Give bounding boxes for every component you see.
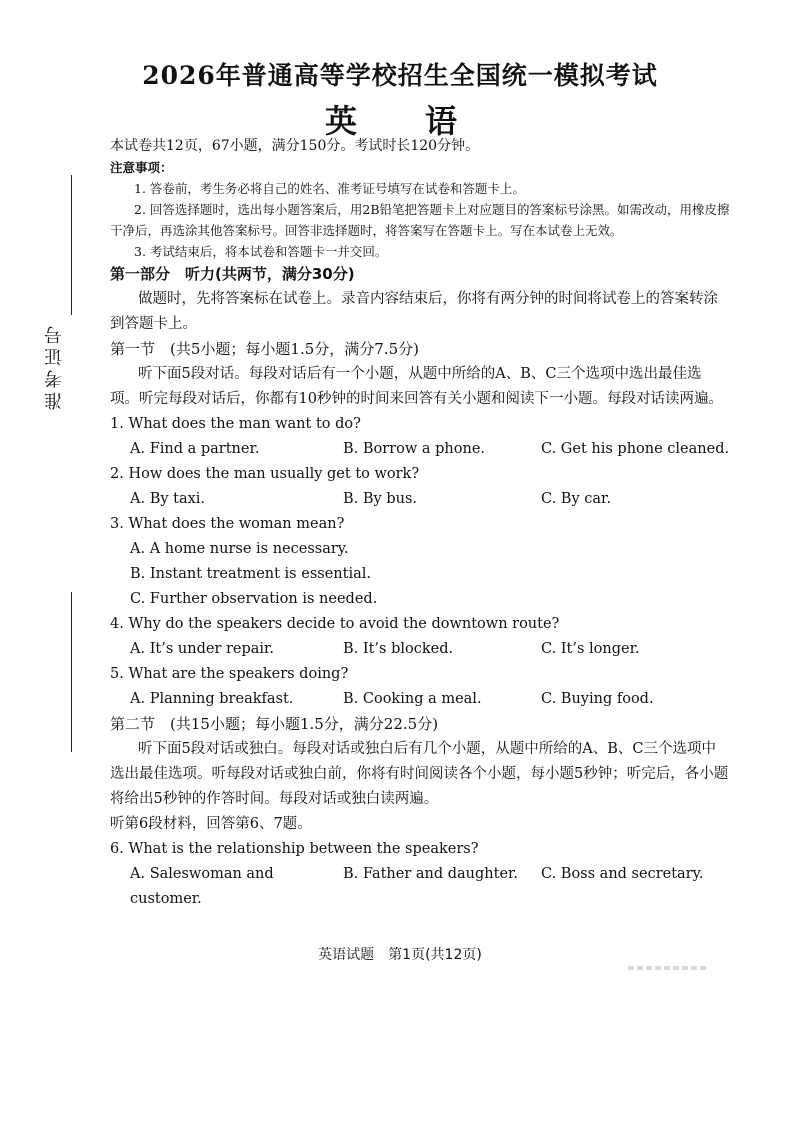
option-row (110, 437, 730, 462)
option-b: B. It’s blocked. (343, 641, 454, 657)
option-b: B. Father and daughter. (343, 866, 518, 882)
question-stem: 2. How does the man usually get to work? (110, 466, 420, 482)
option-row (110, 487, 730, 512)
option-a: A. Planning breakfast. (130, 691, 294, 707)
option-a: A. By taxi. (130, 491, 206, 507)
subject-title: 英 语 (324, 102, 475, 140)
page-footer: 英语试题 第1页(共12页) (318, 947, 482, 963)
notice-item: 1. 答卷前，考生务必将自己的姓名、准考证号填写在试卷和答题卡上。 (134, 181, 525, 196)
binding-line-top (71, 175, 72, 315)
question-2 (110, 462, 730, 512)
option-row (110, 637, 730, 662)
admission-number-label: 准考证号 (44, 322, 65, 410)
notice-heading: 注意事项： (110, 160, 173, 175)
option-a: A. Saleswoman and customer. (130, 866, 274, 907)
option-c: C. By car. (541, 491, 611, 507)
option-c: C. Get his phone cleaned. (541, 441, 730, 457)
section1-title: 第一节 (共5小题；每小题1.5分，满分7.5分) (110, 340, 419, 358)
question-6 (110, 837, 730, 912)
option-c: C. Further observation is needed. (130, 591, 378, 607)
part1-instruction: 做题时，先将答案标在试卷上。录音内容结束后，你将有两分钟的时间将试卷上的答案转涂到答题卡上。 (110, 291, 718, 332)
question-stem: 1. What does the man want to do? (110, 416, 361, 432)
material-instruction: 听第6段材料，回答第6、7题。 (110, 816, 312, 832)
option-a: A. Find a partner. (130, 441, 260, 457)
question-4 (110, 612, 730, 662)
question-stem: 5. What are the speakers doing? (110, 666, 349, 682)
option-b: B. Cooking a meal. (343, 691, 482, 707)
part1-title: 第一部分 听力(共两节，满分30分) (110, 265, 355, 283)
question-stem: 4. Why do the speakers decide to avoid the downtown route? (110, 616, 560, 632)
binding-line-bottom (71, 592, 72, 752)
question-stem: 3. What does the woman mean? (110, 516, 345, 532)
option-row (110, 862, 730, 912)
question-stem: 6. What is the relationship between the speakers? (110, 841, 479, 857)
question-1 (110, 412, 730, 462)
section1-instruction: 听下面5段对话。每段对话后有一个小题，从题中所给的A、B、C三个选项中选出最佳选项。听完每段对话后，你都有10秒钟的时间来回答有关小题和阅读下一小题。每段对话读两遍。 (110, 366, 723, 407)
option-c: C. It’s longer. (541, 641, 640, 657)
section2-title: 第二节 (共15小题；每小题1.5分，满分22.5分) (110, 715, 439, 733)
exam-title: 2026年普通高等学校招生全国统一模拟考试 (142, 61, 658, 90)
option-c: C. Boss and secretary. (541, 866, 704, 882)
intro-text: 本试卷共12页，67小题，满分150分。考试时长120分钟。 (110, 138, 480, 154)
notice-item: 2. 回答选择题时，选出每小题答案后，用2B铅笔把答题卡上对应题目的答案标号涂黑。如需改动，用橡皮擦干净后，再选涂其他答案标号。回答非选择题时，将答案写在答题卡上。写在本试卷上无效。 (110, 202, 730, 238)
notice-item: 3. 考试结束后，将本试卷和答题卡一并交回。 (134, 244, 388, 259)
scan-mark (628, 966, 708, 970)
exam-content (110, 136, 730, 912)
question-3 (110, 512, 730, 612)
option-b: B. By bus. (343, 491, 418, 507)
question-5 (110, 662, 730, 712)
option-row (110, 687, 730, 712)
option-c: C. Buying food. (541, 691, 654, 707)
option-b: B. Instant treatment is essential. (130, 566, 371, 582)
option-a: A. It’s under repair. (130, 641, 275, 657)
option-b: B. Borrow a phone. (343, 441, 486, 457)
section2-instruction: 听下面5段对话或独白。每段对话或独白后有几个小题，从题中所给的A、B、C三个选项中选出最佳选项。听每段对话或独白前，你将有时间阅读各个小题，每小题5秒钟；听完后，各小题将给出5秒钟的作答时间。每段对话或独白读两遍。 (110, 741, 729, 807)
option-a: A. A home nurse is necessary. (130, 541, 349, 557)
